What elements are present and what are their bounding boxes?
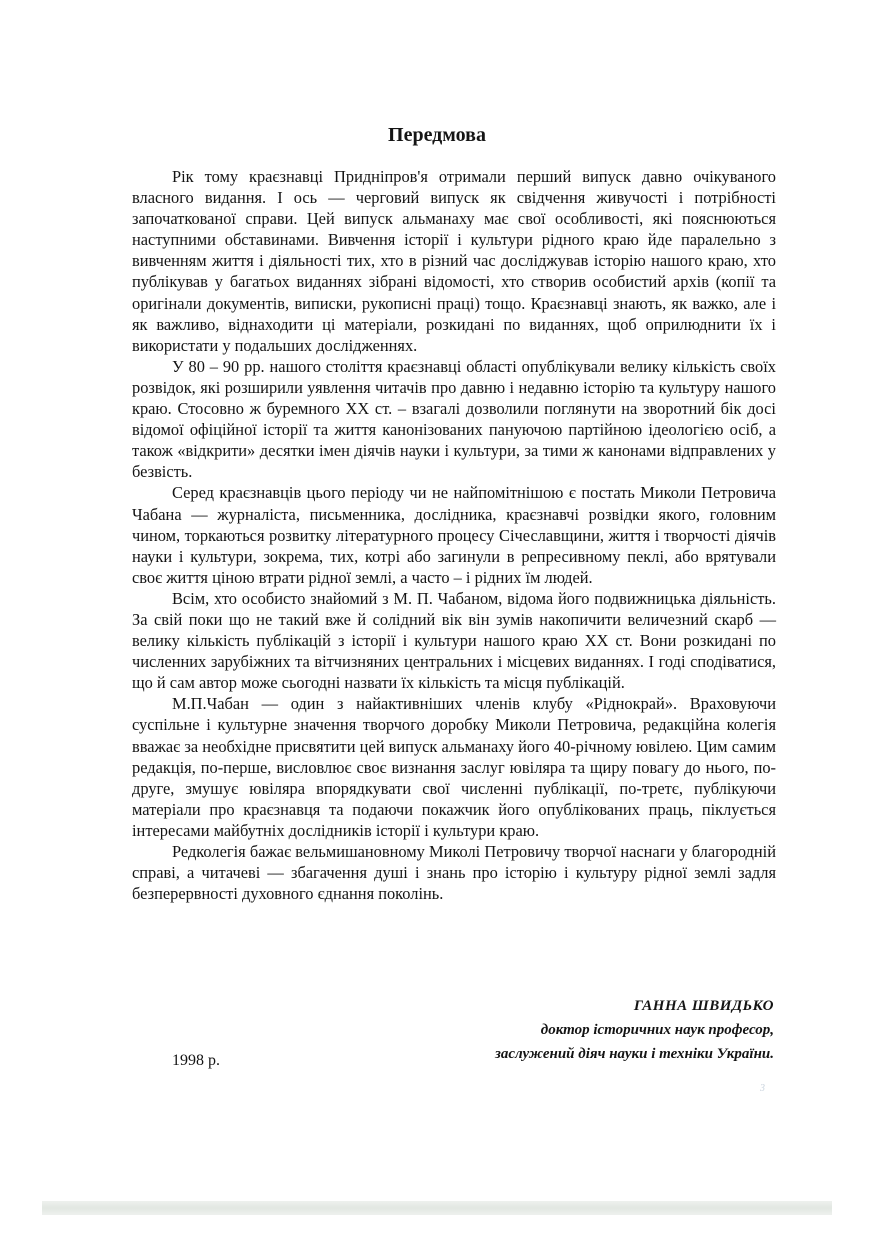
page-number: 3 bbox=[760, 1083, 765, 1094]
paragraph-4: Всім, хто особисто знайомий з М. П. Чабаном, відома його подвижницька діяльність. За свій поки що не такий вже й солідний вік він зумів накопичити величезний скарб — велику кількість публікацій з історії і культури нашого краю XX ст. Вони розкидані по численних зарубіжних та вітчизняних центральних і місцевих виданнях. І годі сподіватися, що й сам автор може сьогодні назвати їх кількість та місця публікацій. bbox=[132, 588, 776, 693]
paragraph-3: Серед краєзнавців цього періоду чи не найпомітнішою є постать Миколи Петровича Чабана — журналіста, письменника, дослідника, краєзнавчі розвідки якого, головним чином, торкаються розвитку літературного процесу Січеславщини, життя і творчості діячів науки і культури, зокрема, тих, котрі або загинули в репресивному пеклі, або врятували своє життя ціною втрати рідної землі, а часто – і рідних їм людей. bbox=[132, 483, 776, 587]
author-title-line-1: доктор історичних наук професор, bbox=[540, 1022, 774, 1038]
page-title: Передмова bbox=[388, 124, 486, 146]
paragraph-5: М.П.Чабан — один з найактивніших членів клубу «Ріднокрай». Враховуючи суспільне і культурне значення творчого доробку Миколи Петровича, редакційна колегія вважає за необхідне присвятити цей випуск альманаху його 40-річному ювілею. Цим самим редакція, по-перше, висловлює своє визнання заслуг ювіляра та щиру повагу до нього, по-друге, змушує ювіляра впорядкувати свої численні публікації, по-третє, публікуючи матеріали про краєзнавця та подаючи покажчик його опублікованих праць, піклується інтересами майбутніх дослідників історії і культури краю. bbox=[132, 694, 776, 840]
paragraph-2: У 80 – 90 рр. нашого століття краєзнавці області опублікували велику кількість своїх розвідок, які розширили уявлення читачів про давню і недавню історію та культуру нашого краю. Стосовно ж буремного XX ст. – взагалі дозволили поглянути на зворотний бік досі відомої офіційної історії та життя канонізованих пануючою партійною ідеологією осіб, а також «відкрити» десятки імен діячів науки і культури, за тими ж канонами відправлених у безвість. bbox=[132, 356, 776, 482]
paragraph-1: Рік тому краєзнавці Придніпров'я отримали перший випуск давно очікуваного власного видання. І ось — черговий випуск як свідчення живучості і потрібності започаткованої справи. Цей випуск альманаху має свої особливості, які пояснюються наступними обставинами. Вивчення історії і культури рідного краю йде паралельно з вивченням життя і діяльності тих, хто в різний час досліджував історію нашого краю, хто публікував у багатьох виданнях зібрані відомості, хто створив особистий архів (копії та оригінали документів, виписки, рукописні праці) тощо. Краєзнавці знають, як важко, але і як важливо, віднаходити ці матеріали, розкидані по виданнях, щоб оприлюднити їх і використати у подальших дослідженнях. bbox=[132, 167, 776, 355]
author-name: ГАННА ШВИДЬКО bbox=[633, 998, 774, 1014]
paragraph-6: Редколегія бажає вельмишановному Миколі Петровичу творчої наснаги у благородній справі, а читачеві — збагачення душі і знань про історію і культуру рідної землі задля безперервності духовного єднання поколінь. bbox=[132, 842, 776, 904]
scan-edge-strip bbox=[42, 1201, 832, 1215]
date: 1998 р. bbox=[172, 1052, 220, 1069]
preface-body bbox=[132, 166, 776, 904]
author-title-line-2: заслужений діяч науки і техніки України. bbox=[494, 1046, 774, 1062]
signature-block bbox=[214, 994, 774, 1066]
